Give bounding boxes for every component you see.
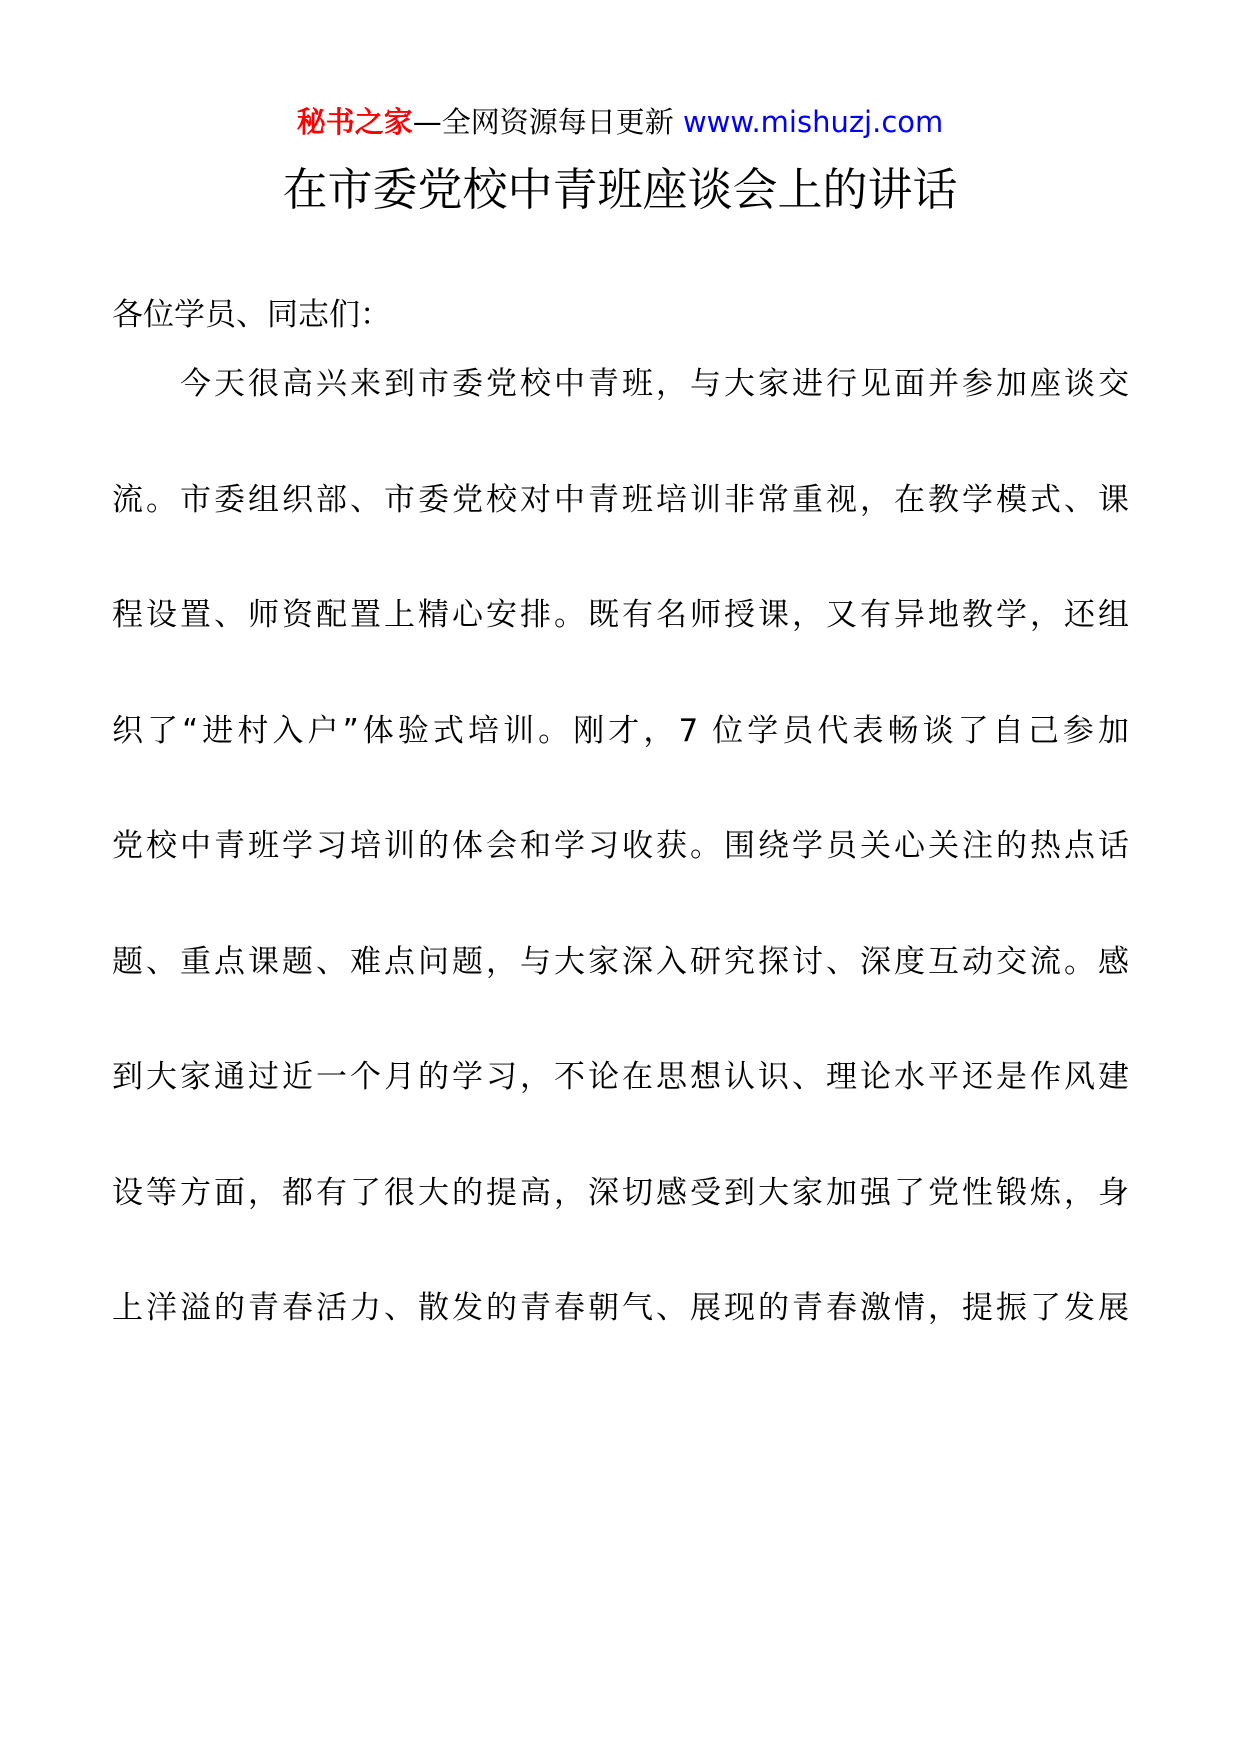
site-header xyxy=(0,102,1240,142)
site-name: 秘书之家 xyxy=(296,105,413,139)
document-title: 在市委党校中青班座谈会上的讲话 xyxy=(282,163,958,216)
paragraph-line: 设等方面，都有了很大的提高，深切感受到大家加强了党性锻炼，身 xyxy=(112,1175,1129,1211)
paragraph-line: 到大家通过近一个月的学习，不论在思想认识、理论水平还是作风建 xyxy=(112,1059,1129,1095)
paragraph-line: 上洋溢的青春活力、散发的青春朝气、展现的青春激情，提振了发展 xyxy=(112,1290,1129,1326)
site-tagline: —全网资源每日更新 xyxy=(412,105,683,139)
paragraph-line: 流。市委组织部、市委党校对中青班培训非常重视，在教学模式、课 xyxy=(112,482,1129,518)
salutation: 各位学员、同志们： xyxy=(112,297,391,333)
paragraph-line: 题、重点课题、难点问题，与大家深入研究探讨、深度互动交流。感 xyxy=(112,944,1129,980)
site-url-link[interactable]: www.mishuzj.com xyxy=(682,105,944,139)
paragraph-line: 织了“进村入户”体验式培训。刚才，7 位学员代表畅谈了自己参加 xyxy=(112,713,1129,749)
paragraph-line: 程设置、师资配置上精心安排。既有名师授课，又有异地教学，还组 xyxy=(112,597,1129,633)
paragraph-line: 党校中青班学习培训的体会和学习收获。围绕学员关心关注的热点话 xyxy=(112,828,1129,864)
paragraph-line: 今天很高兴来到市委党校中青班，与大家进行见面并参加座谈交 xyxy=(180,366,1129,402)
